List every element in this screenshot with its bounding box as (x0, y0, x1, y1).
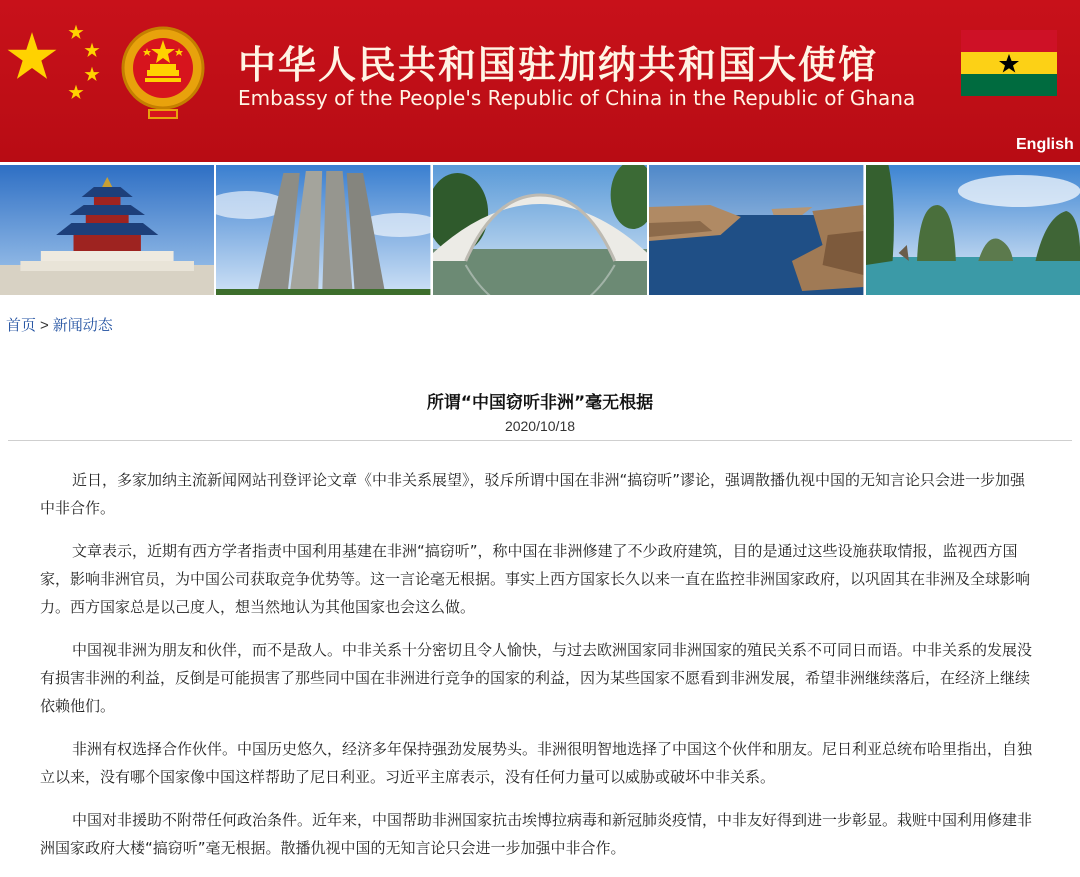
breadcrumb-home-link[interactable]: 首页 (6, 317, 37, 334)
temple-of-heaven-photo (0, 165, 214, 295)
small-star-icon (68, 24, 84, 40)
article-body (40, 466, 1038, 877)
article-date: 2020/10/18 (504, 418, 576, 434)
breadcrumb-separator: > (40, 317, 49, 334)
embassy-title-english: Embassy of the People's Republic of China in the Republic of Ghana (238, 86, 916, 110)
small-star-icon (68, 84, 84, 100)
banner-photo-strip (0, 165, 1080, 295)
nkrumah-memorial-photo (216, 165, 430, 295)
breadcrumb (6, 314, 113, 335)
lake-canyon-photo (649, 165, 863, 295)
national-emblem-icon (119, 24, 207, 120)
karst-bay-photo (866, 165, 1080, 295)
site-header (0, 0, 1080, 162)
title-divider (8, 440, 1072, 441)
article-paragraph: 近日，多家加纳主流新闻网站刊登评论文章《中非关系展望》，驳斥所谓中国在非洲“搞窃听”谬论，强调散播仇视中国的无知言论只会进一步加强中非合作。 (40, 471, 1026, 517)
article-title: 所谓“中国窃听非洲”毫无根据 (426, 393, 654, 413)
jade-belt-bridge-photo (433, 165, 647, 295)
small-star-icon (84, 42, 100, 58)
article-paragraph: 中国视非洲为朋友和伙伴，而不是敌人。中非关系十分密切且令人愉快，与过去欧洲国家同非洲国家的殖民关系不可同日而语。中非关系的发展没有损害非洲的利益，反倒是可能损害了那些同中国在非洲进行竞争的国家的利益，因为某些国家不愿看到非洲发展，希望非洲继续落后，在经济上继续依赖他们。 (40, 641, 1033, 715)
article-paragraph: 中国对非援助不附带任何政治条件。近年来，中国帮助非洲国家抗击埃博拉病毒和新冠肺炎疫情，中非友好得到进一步彰显。栽赃中国利用修建非洲国家政府大楼“搞窃听”毫无根据。散播仇视中国的无知言论只会进一步加强中非合作。 (40, 811, 1033, 857)
article-paragraph: 非洲有权选择合作伙伴。中国历史悠久，经济多年保持强劲发展势头。非洲很明智地选择了中国这个伙伴和朋友。尼日利亚总统布哈里指出，自独立以来，没有哪个国家像中国这样帮助了尼日利亚。习近平主席表示，没有任何力量可以威胁或破坏中非关系。 (40, 740, 1033, 786)
embassy-title-chinese: 中华人民共和国驻加纳共和国大使馆 (238, 43, 879, 87)
ghana-flag-icon (961, 30, 1057, 96)
small-star-icon (84, 66, 100, 82)
breadcrumb-news-link[interactable]: 新闻动态 (52, 317, 113, 334)
large-star-icon (6, 30, 58, 82)
english-language-link[interactable]: English (1016, 136, 1074, 153)
article-paragraph: 文章表示，近期有西方学者指责中国利用基建在非洲“搞窃听”，称中国在非洲修建了不少政府建筑，目的是通过这些设施获取情报，监视西方国家，影响非洲官员，为中国公司获取竞争优势等。这一言论毫无根据。事实上西方国家长久以来一直在监控非洲国家政府，以巩固其在非洲及全球影响力。西方国家总是以己度人，想当然地认为其他国家也会这么做。 (40, 542, 1031, 616)
